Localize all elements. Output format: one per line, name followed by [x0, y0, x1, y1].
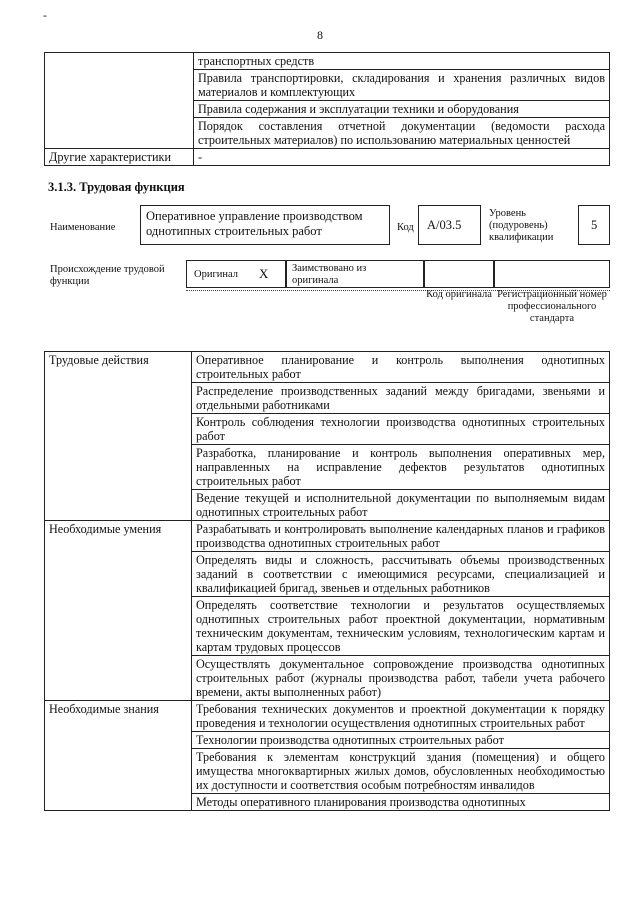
- name-label: Наименование: [50, 222, 116, 233]
- section-heading: 3.1.3. Трудовая функция: [48, 180, 185, 194]
- main-table: [44, 351, 610, 811]
- top-table: [44, 52, 610, 166]
- table-cell: Ведение текущей и исполнительной документации по выполняемым видам однотипных строительных работ: [192, 490, 610, 521]
- code-label: Код: [397, 222, 414, 233]
- original-mark: X: [259, 266, 269, 281]
- table-cell: Разработка, планирование и контроль выполнения оперативных мер, направленных на исправление дефектов результатов однотипных строительных работ: [192, 445, 610, 490]
- page-number: 8: [317, 28, 323, 42]
- table-cell: Требования технических документов и проектной документации к порядку проведения и технологии осуществления однотипных строительных работ: [192, 701, 610, 732]
- table-cell: Правила транспортировки, складирования и хранения различных видов материалов и комплектующих: [194, 70, 610, 101]
- table-row: [45, 521, 610, 552]
- original-box: [186, 260, 286, 288]
- borrowed-label: Заимствовано из оригинала: [292, 263, 367, 286]
- table-cell: Осуществлять документальное сопровождение производства однотипных строительных работ (журналы производства работ, табели учета рабочего времени, акты выполненных работ): [192, 656, 610, 701]
- code-box: А/03.5: [418, 205, 481, 245]
- group-label-skills: Необходимые умения: [45, 521, 192, 701]
- level-box: 5: [578, 205, 610, 245]
- table-cell: Распределение производственных заданий между бригадами, звеньями и отдельными работниками: [192, 383, 610, 414]
- table-cell: Правила содержания и эксплуатации техники и оборудования: [194, 101, 610, 118]
- table-cell: транспортных средств: [194, 53, 610, 70]
- table-row: [45, 352, 610, 383]
- original-code-box: [424, 260, 494, 288]
- table-cell: Контроль соблюдения технологии производства однотипных строительных работ: [192, 414, 610, 445]
- group-label-knowledge: Необходимые знания: [45, 701, 192, 811]
- table-row: [45, 701, 610, 732]
- function-name-box: Оперативное управление производством однотипных строительных работ: [140, 205, 390, 245]
- table-cell: Разрабатывать и контролировать выполнение календарных планов и графиков производства однотипных строительных работ: [192, 521, 610, 552]
- table-cell: Порядок составления отчетной документации (ведомости расхода строительных материалов) по использованию материальных ценностей: [194, 118, 610, 149]
- table-cell-left: [45, 53, 194, 149]
- table-cell: -: [194, 149, 610, 166]
- original-label: Оригинал: [194, 269, 238, 280]
- corner-mark: -: [43, 8, 47, 22]
- registration-caption: Регистрационный номер профессионального стандарта: [497, 289, 607, 324]
- group-label-actions: Трудовые действия: [45, 352, 192, 521]
- origin-label: Происхождение трудовой функции: [50, 264, 165, 287]
- table-cell: Технологии производства однотипных строительных работ: [192, 732, 610, 749]
- code-caption: Код оригинала: [426, 289, 492, 300]
- level-label: Уровень (подуровень) квалификации: [489, 208, 554, 243]
- table-cell: Определять виды и сложность, рассчитывать объемы производственных заданий в соответствии с имеющимися ресурсами, специализацией и квалификацией бригад, звеньев и отдельных работников: [192, 552, 610, 597]
- table-cell-left: Другие характеристики: [45, 149, 194, 166]
- registration-number-box: [494, 260, 610, 288]
- table-row: [45, 53, 610, 70]
- table-cell: Методы оперативного планирования производства однотипных: [192, 794, 610, 811]
- borrowed-box: [286, 260, 424, 288]
- table-cell: Требования к элементам конструкций здания (помещения) и общего имущества многоквартирных жилых домов, обусловленных необходимостью их доступности и соответствия особым потребностям инвалидов: [192, 749, 610, 794]
- table-row: [45, 149, 610, 166]
- table-cell: Определять соответствие технологии и результатов осуществляемых однотипных строительных работ проектной документации, нормативным техническим документам, техническим условиям, технологическим картам и картам трудовых процессов: [192, 597, 610, 656]
- table-cell: Оперативное планирование и контроль выполнения однотипных строительных работ: [192, 352, 610, 383]
